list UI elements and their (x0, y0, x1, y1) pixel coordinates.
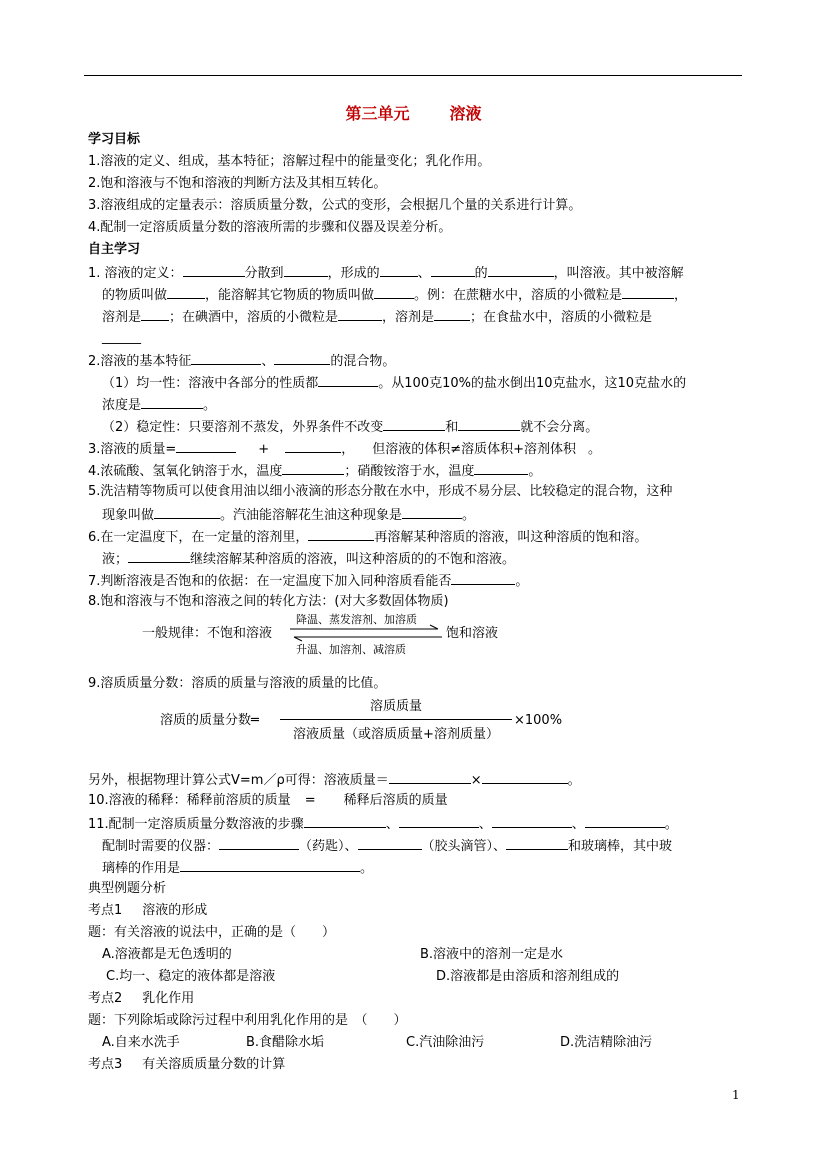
q1-line2: 的物质叫做 ，能溶解其它物质的物质叫做 。例：在蔗糖水中，溶质的小微粒是 ， (102, 285, 687, 305)
k1-option-b: B.溶液中的溶剂一定是水 (420, 947, 564, 962)
q11-line1: 11.配制一定溶质质量分数溶液的步骤 、 、 、 。 (88, 814, 678, 834)
q5-line1: 5.洗洁精等物质可以使食用油以细小液滴的形态分散在水中，形成不易分层、比较稳定的混合物，这种 (88, 484, 673, 499)
k2-option-a: A.自来水洗手 (102, 1035, 180, 1050)
k2-question: 题：下列除垢或除污过程中利用乳化作用的是 （ ） (88, 1013, 407, 1028)
q8-line: 8.饱和溶液与不饱和溶液之间的转化方法：(对大多数固体物质) (88, 594, 449, 609)
q11-line2: 配制时需要的仪器： （药匙）、 （胶头滴管）、 和玻璃棒，其中玻 (102, 836, 672, 856)
kaodian-2: 考点2 乳化作用 (88, 991, 195, 1006)
kaodian-1: 考点1 溶液的形成 (88, 903, 208, 918)
formula-lhs: 溶质的质量分数═ (160, 713, 259, 728)
title-topic: 溶液 (449, 104, 482, 123)
q3-line: 3.溶液的质量= + ， 但溶液的体积≠溶质体积+溶剂体积 。 (88, 439, 601, 459)
fraction-bar (280, 719, 512, 720)
rule-left: 一般规律：不饱和溶液 (142, 626, 273, 641)
rule-upper-condition: 降温、蒸发溶剂、加溶质 (296, 613, 417, 626)
k2-option-d: D.洗洁精除油污 (560, 1035, 653, 1050)
extra-line: 另外，根据物理计算公式V=m／ρ可得：溶液质量＝ × 。 (88, 770, 581, 790)
goals-heading: 学习目标 (88, 132, 141, 147)
q2-line1: 2.溶液的基本特征 、 的混合物。 (88, 351, 395, 371)
goal-item: 3.溶液组成的定量表示：溶质质量分数，公式的变形，会根据几个量的关系进行计算。 (88, 198, 582, 213)
q6-line2: 液； 继续溶解某种溶质的溶液，叫这种溶质的的不饱和溶液。 (102, 549, 515, 569)
q2-line4: （2）稳定性：只要溶剂不蒸发，外界条件不改变 和 就不会分离。 (102, 417, 598, 437)
formula-denominator: 溶液质量（或溶质质量+溶剂质量） (293, 727, 499, 742)
formula-numerator: 溶质质量 (369, 699, 422, 714)
k1-option-a: A.溶液都是无色透明的 (102, 947, 232, 962)
goal-item: 4.配制一定溶质质量分数的溶液所需的步骤和仪器及误差分析。 (88, 220, 452, 235)
formula-multiplier: ×100% (514, 713, 563, 728)
q1-line3: 溶剂是 ；在碘酒中，溶质的小微粒是 ，溶剂是 ；在食盐水中，溶质的小微粒是 (102, 307, 652, 327)
k1-option-c: C.均一、稳定的液体都是溶液 (106, 969, 276, 984)
header-rule (84, 75, 742, 76)
q5-line2: 现象叫做 。汽油能溶解花生油这种现象是 。 (102, 505, 475, 525)
q10-line: 10.溶液的稀释：稀释前溶质的质量 = 稀释后溶质的质量 (88, 793, 448, 808)
page-number: 1 (732, 1088, 740, 1102)
examples-heading: 典型例题分析 (88, 881, 167, 896)
q6-line1: 6.在一定温度下，在一定量的溶剂里， 再溶解某种溶质的溶液，叫这种溶质的饱和溶。 (88, 527, 647, 547)
k2-option-b: B.食醋除水垢 (246, 1035, 325, 1050)
q2-line2: （1）均一性：溶液中各部分的性质都 。从100克10%的盐水倒出10克盐水，这10克盐水的 (102, 373, 686, 393)
q11-line3: 璃棒的作用是 。 (102, 858, 373, 878)
q4-line: 4.浓硫酸、氢氧化钠溶于水，温度 ；硝酸铵溶于水，温度 。 (88, 461, 541, 481)
kaodian-3: 考点3 有关溶质质量分数的计算 (88, 1057, 286, 1072)
rule-lower-condition: 升温、加溶剂、减溶质 (296, 643, 406, 656)
q9-line: 9.溶质质量分数：溶质的质量与溶液的质量的比值。 (88, 676, 387, 691)
goal-item: 2.饱和溶液与不饱和溶液的判断方法及其相互转化。 (88, 176, 387, 191)
page-title (0, 101, 827, 124)
k2-option-c: C.汽油除油污 (406, 1035, 485, 1050)
k1-option-d: D.溶液都是由溶质和溶剂组成的 (436, 969, 620, 984)
q1-line4: ______ (102, 330, 141, 345)
q7-line: 7.判断溶液是否饱和的依据：在一定温度下加入同种溶质看能否 。 (88, 571, 528, 591)
rule-right: 饱和溶液 (446, 626, 499, 641)
goal-item: 1.溶液的定义、组成，基本特征；溶解过程中的能量变化；乳化作用。 (88, 154, 491, 169)
q1-line1: 1. 溶液的定义： 分散到 ，形成的 、 的 ，叫溶液。其中被溶解 (88, 263, 684, 283)
self-study-heading: 自主学习 (88, 242, 141, 257)
q2-line3: 浓度是 。 (102, 395, 216, 415)
double-arrow-icon (288, 624, 444, 642)
title-unit: 第三单元 (345, 104, 410, 123)
k1-question: 题：有关溶液的说法中，正确的是（ ） (88, 925, 336, 940)
